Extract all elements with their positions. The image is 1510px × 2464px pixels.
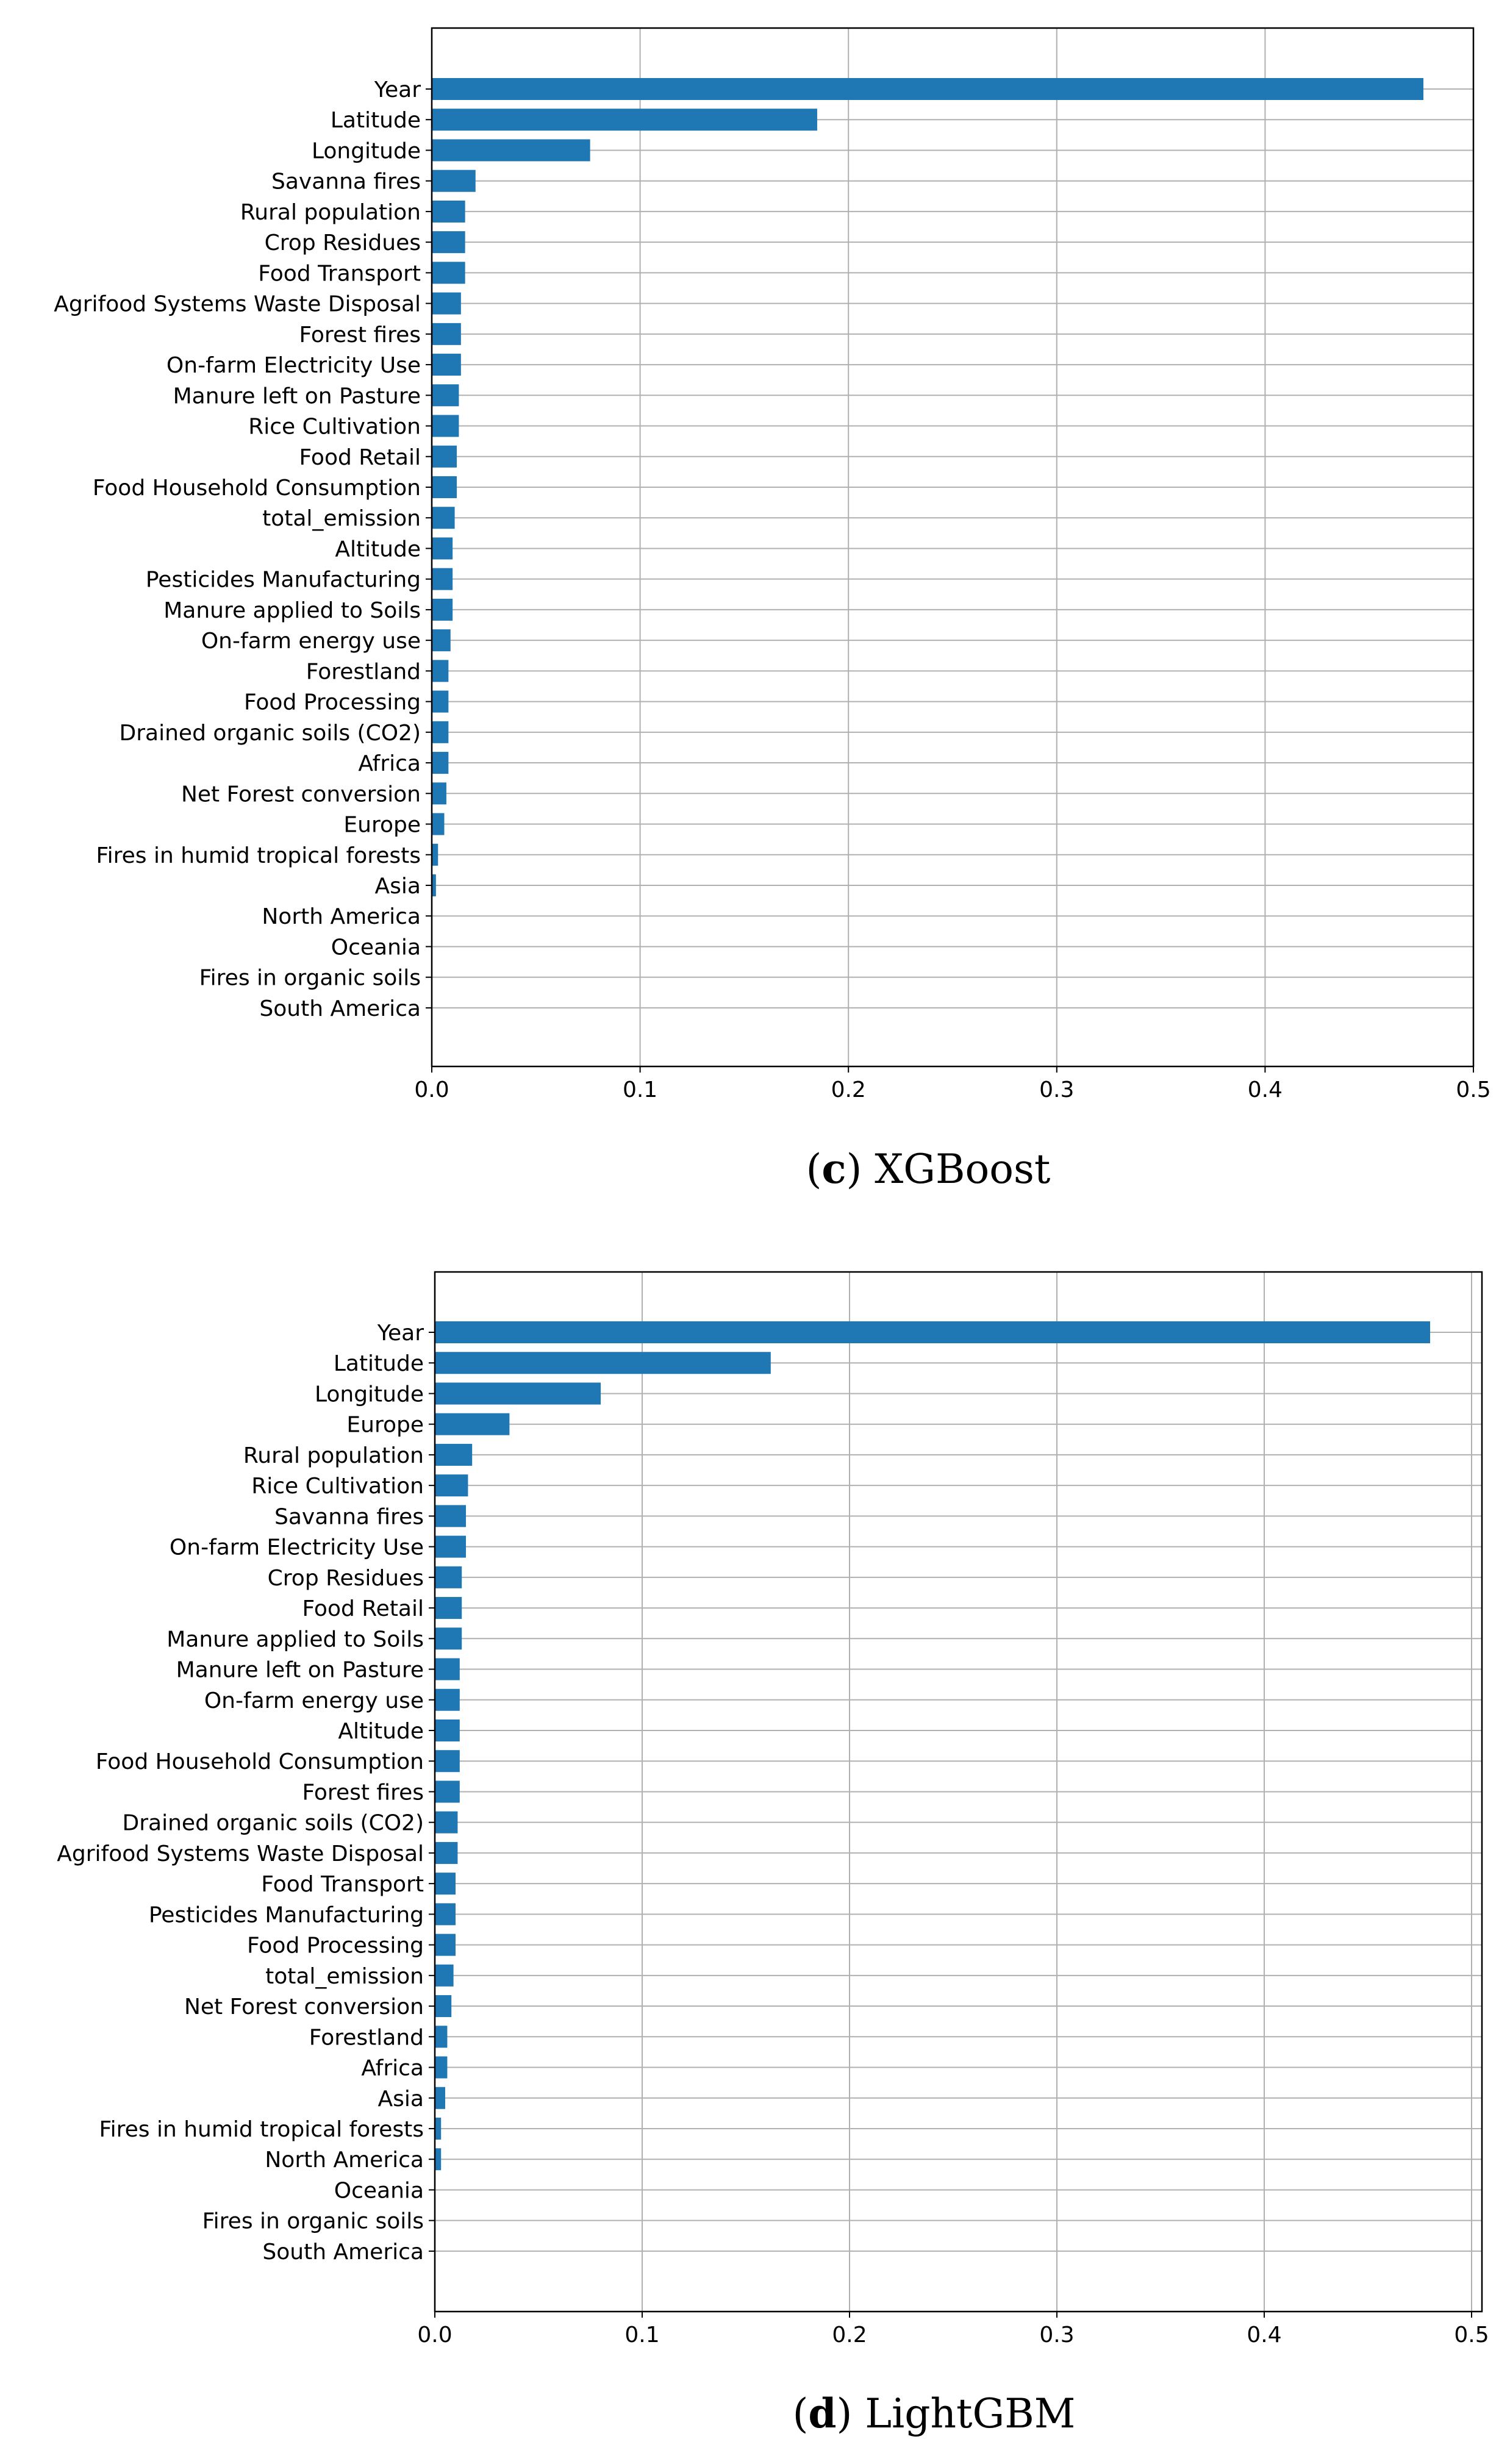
category-label: Africa bbox=[358, 751, 421, 777]
category-label: Forest fires bbox=[299, 322, 421, 348]
category-label: Rural population bbox=[243, 1443, 424, 1468]
caption-letter: d bbox=[808, 2390, 837, 2437]
bar bbox=[432, 629, 451, 651]
bar bbox=[432, 354, 461, 376]
category-label: Pesticides Manufacturing bbox=[148, 1902, 424, 1928]
category-label: Year bbox=[377, 1321, 424, 1346]
bar bbox=[435, 1873, 456, 1894]
chart-panel-d bbox=[57, 1272, 1489, 2437]
bar bbox=[435, 1780, 460, 1802]
bar bbox=[435, 1321, 1430, 1343]
bar bbox=[435, 1842, 457, 1864]
category-label: Crop Residues bbox=[267, 1565, 424, 1591]
bar bbox=[432, 476, 457, 498]
category-label: Rice Cultivation bbox=[251, 1474, 424, 1499]
bar bbox=[432, 293, 461, 315]
category-label: Food Processing bbox=[246, 1933, 424, 1959]
category-label: Savanna fires bbox=[271, 169, 421, 195]
caption-model-name: XGBoost bbox=[875, 1146, 1051, 1193]
bar bbox=[435, 1750, 460, 1772]
x-tick-label: 0.3 bbox=[1039, 2323, 1075, 2348]
bar bbox=[435, 1812, 457, 1834]
x-tick-label: 0.4 bbox=[1247, 2323, 1282, 2348]
bar bbox=[432, 323, 461, 345]
bar bbox=[432, 262, 465, 284]
category-label: Fires in organic soils bbox=[202, 2209, 424, 2234]
x-tick-label: 0.1 bbox=[622, 1077, 658, 1102]
x-tick-label: 0.4 bbox=[1247, 1077, 1283, 1102]
bar bbox=[432, 415, 459, 437]
x-tick-label: 0.0 bbox=[417, 2323, 453, 2348]
bar bbox=[435, 1719, 460, 1741]
category-label: Food Retail bbox=[299, 445, 421, 470]
bar bbox=[432, 170, 476, 192]
bar bbox=[435, 1352, 771, 1374]
bar bbox=[432, 844, 438, 866]
bar bbox=[435, 1474, 468, 1496]
category-label: South America bbox=[262, 2239, 424, 2265]
category-label: Crop Residues bbox=[264, 230, 421, 256]
category-label: total_emission bbox=[265, 1963, 424, 1989]
bar bbox=[435, 1382, 601, 1404]
bar bbox=[432, 446, 457, 468]
bar bbox=[432, 599, 453, 621]
category-label: Latitude bbox=[333, 1351, 424, 1377]
category-label: Manure left on Pasture bbox=[173, 384, 421, 409]
bar bbox=[435, 1995, 451, 2017]
category-label: Africa bbox=[361, 2055, 424, 2081]
panel-caption: (c) XGBoost bbox=[806, 1145, 1051, 1193]
bar bbox=[432, 231, 465, 253]
panel-caption: (d) LightGBM bbox=[792, 2390, 1076, 2437]
category-label: North America bbox=[265, 2148, 424, 2173]
x-tick-label: 0.5 bbox=[1454, 2323, 1489, 2348]
category-label: Longitude bbox=[311, 138, 421, 164]
bar bbox=[435, 1413, 509, 1435]
category-label: Fires in humid tropical forests bbox=[96, 843, 421, 868]
category-label: Drained organic soils (CO2) bbox=[122, 1810, 424, 1836]
bar bbox=[435, 2057, 447, 2079]
category-label: Oceania bbox=[331, 935, 421, 960]
category-label: Oceania bbox=[334, 2178, 424, 2204]
bar bbox=[432, 384, 459, 406]
bar bbox=[432, 813, 444, 835]
category-label: Drained organic soils (CO2) bbox=[119, 720, 421, 746]
bar bbox=[435, 1659, 460, 1680]
category-label: total_emission bbox=[262, 506, 421, 532]
category-label: Food Household Consumption bbox=[95, 1749, 424, 1775]
category-label: Manure applied to Soils bbox=[163, 598, 421, 623]
category-label: Food Household Consumption bbox=[92, 475, 421, 501]
bar bbox=[435, 2087, 445, 2109]
bar bbox=[435, 1566, 462, 1588]
x-tick-label: 0.3 bbox=[1039, 1077, 1075, 1102]
category-label: Year bbox=[374, 77, 421, 102]
category-label: South America bbox=[259, 996, 421, 1021]
category-label: On-farm Electricity Use bbox=[166, 353, 421, 379]
bar bbox=[432, 752, 448, 774]
bar bbox=[435, 1965, 454, 1987]
bar bbox=[435, 1934, 456, 1956]
x-tick-label: 0.5 bbox=[1456, 1077, 1491, 1102]
bar bbox=[435, 2026, 447, 2048]
category-label: On-farm energy use bbox=[204, 1688, 424, 1713]
chart-panel-c bbox=[54, 28, 1490, 1193]
x-tick-label: 0.0 bbox=[414, 1077, 449, 1102]
category-label: Pesticides Manufacturing bbox=[145, 567, 421, 593]
category-label: Forestland bbox=[306, 659, 421, 685]
x-tick-label: 0.2 bbox=[831, 1077, 866, 1102]
category-label: Asia bbox=[378, 2086, 424, 2112]
category-label: Manure applied to Soils bbox=[166, 1627, 424, 1652]
category-label: Altitude bbox=[335, 537, 421, 562]
bar bbox=[435, 1903, 456, 1925]
bar bbox=[432, 782, 446, 804]
category-label: Altitude bbox=[338, 1718, 424, 1744]
category-label: Latitude bbox=[330, 108, 421, 134]
bar bbox=[432, 139, 590, 161]
category-label: Manure left on Pasture bbox=[176, 1657, 424, 1683]
bar bbox=[432, 537, 453, 559]
bar bbox=[435, 2148, 441, 2170]
category-label: Europe bbox=[346, 1412, 424, 1438]
category-label: On-farm Electricity Use bbox=[169, 1535, 424, 1560]
x-tick-label: 0.1 bbox=[624, 2323, 660, 2348]
bar bbox=[435, 1444, 472, 1466]
category-label: Forest fires bbox=[302, 1780, 424, 1805]
bar bbox=[435, 1505, 466, 1527]
bar bbox=[432, 507, 455, 529]
category-label: North America bbox=[262, 904, 421, 930]
category-label: Asia bbox=[374, 873, 421, 899]
category-label: Forestland bbox=[309, 2025, 424, 2051]
caption-model-name: LightGBM bbox=[865, 2390, 1076, 2437]
bar bbox=[435, 1597, 462, 1619]
bar bbox=[432, 568, 453, 590]
category-label: Net Forest conversion bbox=[184, 1994, 424, 2020]
category-label: Fires in organic soils bbox=[199, 965, 421, 991]
caption-letter: c bbox=[821, 1145, 846, 1193]
bar bbox=[432, 78, 1423, 100]
bar bbox=[435, 2118, 441, 2140]
category-label: Europe bbox=[343, 812, 421, 838]
category-label: Longitude bbox=[314, 1382, 424, 1407]
category-label: Rice Cultivation bbox=[248, 414, 421, 440]
category-label: Food Processing bbox=[243, 690, 421, 715]
bar bbox=[432, 109, 817, 130]
category-label: On-farm energy use bbox=[201, 629, 421, 654]
x-tick-label: 0.2 bbox=[832, 2323, 867, 2348]
category-label: Food Retail bbox=[302, 1596, 424, 1622]
category-label: Food Transport bbox=[258, 261, 421, 287]
category-label: Agrifood Systems Waste Disposal bbox=[57, 1841, 424, 1866]
bar bbox=[432, 660, 448, 682]
bar bbox=[435, 1689, 460, 1711]
category-label: Rural population bbox=[240, 199, 421, 225]
bar bbox=[432, 201, 465, 223]
category-label: Food Transport bbox=[261, 1872, 424, 1898]
category-label: Net Forest conversion bbox=[181, 782, 421, 807]
category-label: Savanna fires bbox=[274, 1504, 424, 1530]
plot-frame bbox=[432, 28, 1473, 1066]
category-label: Agrifood Systems Waste Disposal bbox=[54, 291, 421, 317]
bar bbox=[435, 1536, 466, 1558]
bar bbox=[432, 721, 448, 743]
bar bbox=[432, 691, 448, 713]
bar bbox=[435, 1627, 462, 1649]
category-label: Fires in humid tropical forests bbox=[99, 2116, 424, 2142]
